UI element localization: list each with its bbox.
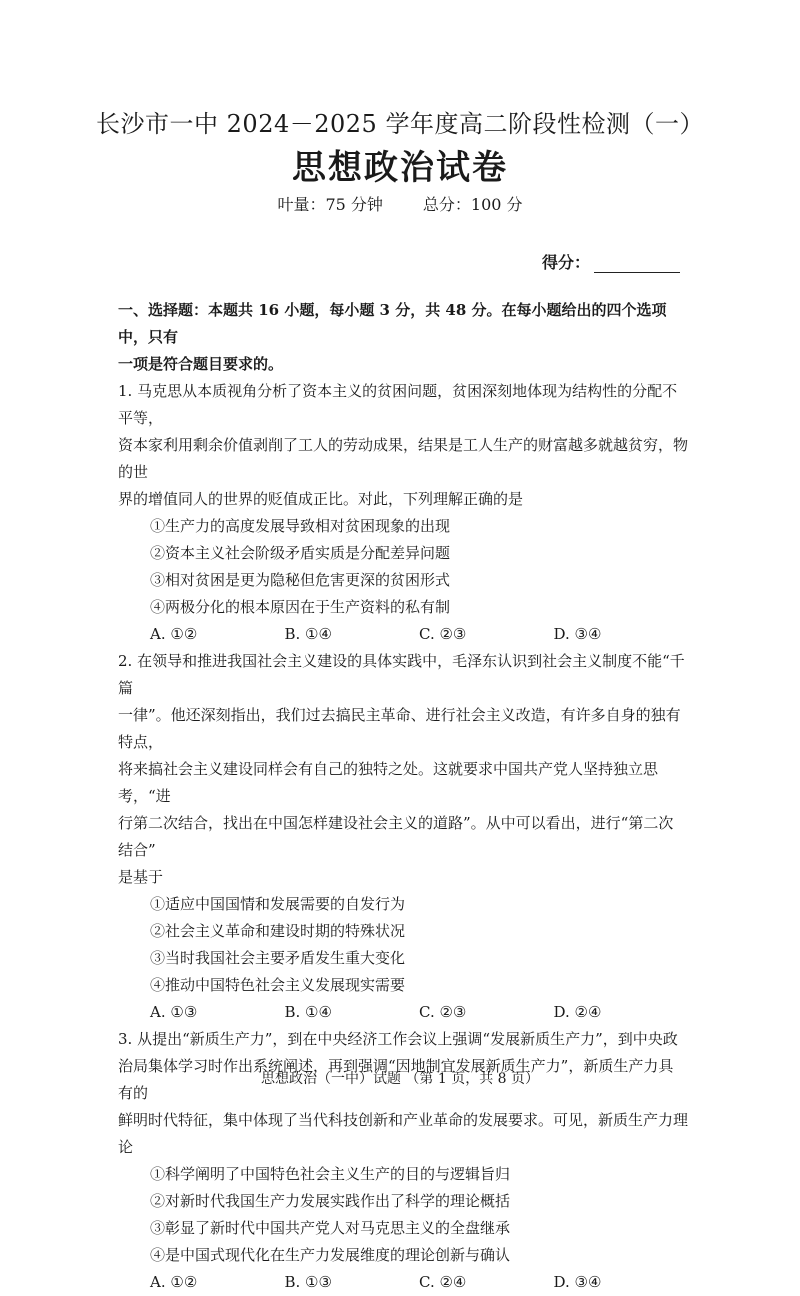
option-statement: ①科学阐明了中国特色社会主义生产的目的与逻辑旨归	[150, 1165, 511, 1183]
question-line: 将来搞社会主义建设同样会有自己的独特之处。这就要求中国共产党人坚持独立思考，“进	[118, 760, 659, 805]
question-line: 界的增值同人的世界的贬值成正比。对此，下列理解正确的是	[118, 490, 524, 508]
choice-b: B. ①④	[284, 1003, 332, 1021]
question-line: 行第二次结合，找出在中国怎样建设社会主义的道路”。从中可以看出，进行“第二次结合”	[118, 814, 674, 859]
option-statement: ①适应中国国情和发展需要的自发行为	[150, 895, 406, 913]
answer-choices	[118, 1269, 688, 1296]
question-line: 一律”。他还深刻指出，我们过去搞民主革命、进行社会主义改造，有许多自身的独有特点，	[118, 706, 681, 751]
question-line: 治局集体学习时作出系统阐述，再到强调“因地制宜发展新质生产力”，新质生产力具有的	[118, 1057, 674, 1102]
section-line: 一项是符合题目要求的。	[118, 355, 284, 373]
section-line: 一、选择题：本题共 16 小题，每小题 3 分，共 48 分。在每小题给出的四个选项中，只有	[118, 301, 667, 346]
question-line: 2. 在领导和推进我国社会主义建设的具体实践中，毛泽东认识到社会主义制度不能“千篇	[118, 652, 685, 697]
page-footer: 思想政治（一中）试题 （第 1 页，共 8 页）	[260, 1071, 540, 1087]
choice-a: A. ①②	[150, 625, 198, 643]
option-statement: ③当时我国社会主要矛盾发生重大变化	[150, 949, 406, 967]
question-line: 3. 从提出“新质生产力”，到在中央经济工作会议上强调“发展新质生产力”，到中央政	[118, 1030, 678, 1048]
choice-a: A. ①③	[150, 1003, 198, 1021]
exam-content	[118, 297, 688, 1296]
option-statement: ④是中国式现代化在生产力发展维度的理论创新与确认	[150, 1246, 511, 1264]
exam-total-score: 总分：100 分	[422, 195, 523, 214]
question-line: 1. 马克思从本质视角分析了资本主义的贫困问题，贫困深刻地体现为结构性的分配不平等，	[118, 382, 678, 427]
choice-c: C. ②③	[419, 625, 467, 643]
answer-choices	[118, 999, 688, 1026]
option-statement: ①生产力的高度发展导致相对贫困现象的出现	[150, 517, 451, 535]
option-statement: ②资本主义社会阶级矛盾实质是分配差异问题	[150, 544, 451, 562]
choice-c: C. ②③	[419, 1003, 467, 1021]
score-field	[542, 250, 680, 273]
choice-b: B. ①④	[284, 625, 332, 643]
option-statement: ④推动中国特色社会主义发展现实需要	[150, 976, 406, 994]
question-3	[118, 1026, 688, 1296]
choice-d: D. ②④	[553, 1003, 602, 1021]
option-statement: ③彰显了新时代中国共产党人对马克思主义的全盘继承	[150, 1219, 511, 1237]
option-statement: ④两极分化的根本原因在于生产资料的私有制	[150, 598, 451, 616]
exam-title: 长沙市一中 2024－2025 学年度高二阶段性检测（一）	[96, 110, 704, 138]
choice-b: B. ①③	[284, 1273, 332, 1291]
question-2	[118, 648, 688, 1026]
section-instructions	[118, 297, 688, 378]
exam-time: 叶量：75 分钟	[277, 195, 383, 214]
question-1	[118, 378, 688, 648]
choice-c: C. ②④	[419, 1273, 467, 1291]
question-line: 资本家利用剩余价值剥削了工人的劳动成果，结果是工人生产的财富越多就越贫穷，物的世	[118, 436, 689, 481]
score-label: 得分：	[541, 253, 590, 272]
exam-meta	[0, 192, 800, 215]
choice-a: A. ①②	[150, 1273, 198, 1291]
question-line: 是基于	[118, 868, 164, 886]
score-blank	[594, 258, 680, 273]
choice-d: D. ③④	[553, 625, 602, 643]
question-line: 鲜明时代特征，集中体现了当代科技创新和产业革命的发展要求。可见，新质生产力理论	[118, 1111, 689, 1156]
choice-d: D. ③④	[553, 1273, 602, 1291]
exam-subject-title: 思想政治试卷	[292, 148, 508, 188]
option-statement: ②对新时代我国生产力发展实践作出了科学的理论概括	[150, 1192, 511, 1210]
answer-choices	[118, 621, 688, 648]
option-statement: ③相对贫困是更为隐秘但危害更深的贫困形式	[150, 571, 451, 589]
option-statement: ②社会主义革命和建设时期的特殊状况	[150, 922, 406, 940]
